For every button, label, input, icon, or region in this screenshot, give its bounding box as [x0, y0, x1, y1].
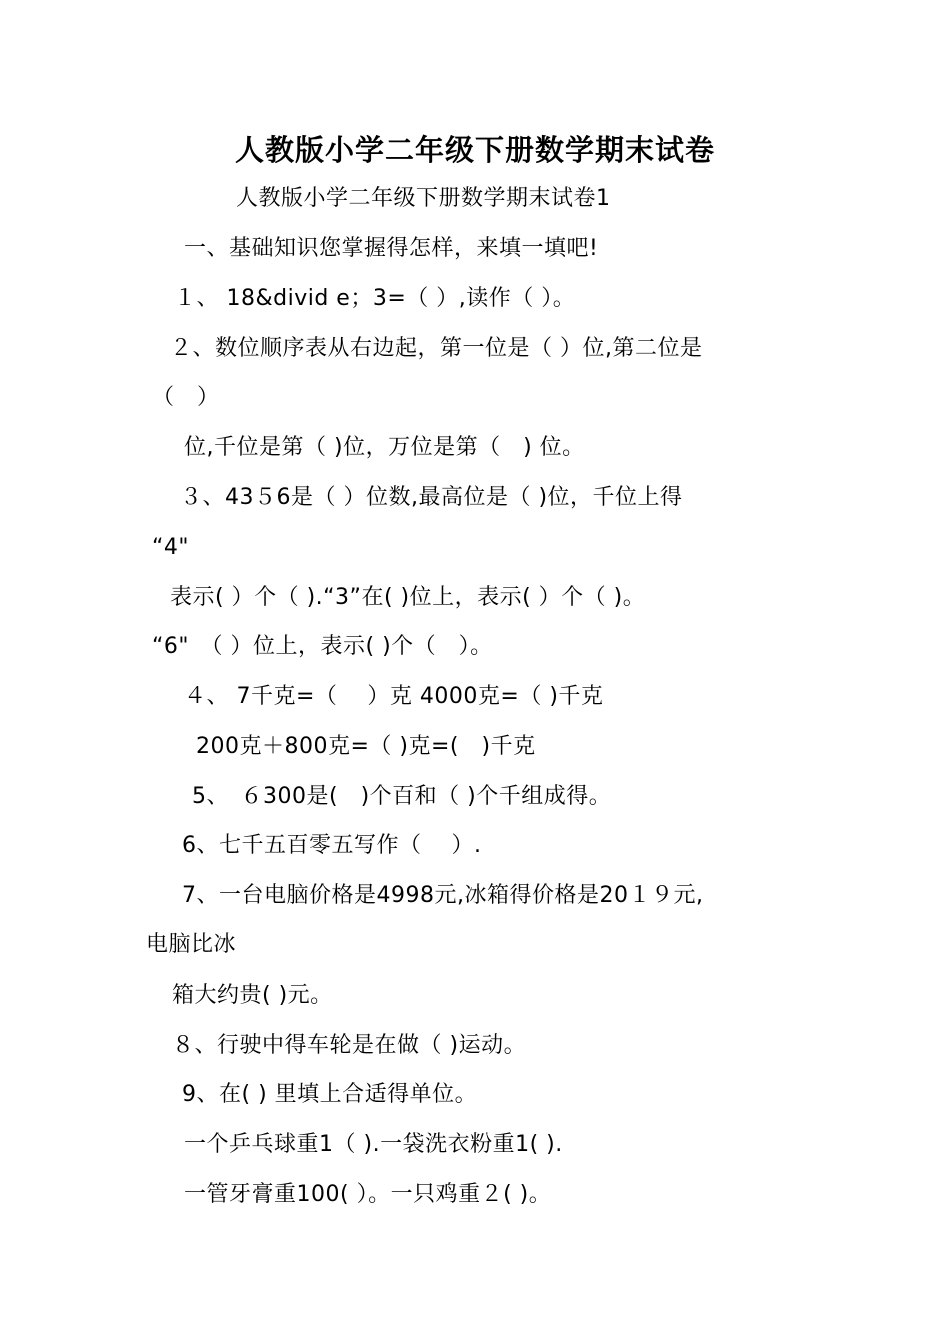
question-3-cont-a: “4" — [152, 535, 190, 560]
question-1: １、 18&divid e；3=（ ）,读作（ ）。 — [174, 286, 576, 311]
question-2-cont-b: 位,千位是第（ )位，万位是第（ ) 位。 — [184, 435, 585, 460]
question-9: 9、在( ) 里填上合适得单位。 — [182, 1082, 478, 1107]
question-9-cont-b: 一管牙膏重100( ）。一只鸡重２( )。 — [184, 1182, 552, 1207]
question-3-cont-b: 表示( ）个（ ).“3”在( )位上，表示( ）个（ )。 — [170, 585, 646, 610]
question-7-cont-a: 电脑比冰 — [146, 932, 237, 957]
question-4-cont: 200克＋800克=（ )克=( )千克 — [196, 734, 536, 759]
subtitle: 人教版小学二年级下册数学期末试卷1 — [236, 186, 611, 211]
question-3-cont-c: “6" （ ）位上，表示( )个（ ）。 — [152, 634, 493, 659]
question-9-cont-a: 一个乒乓球重1（ ).一袋洗衣粉重1( ). — [184, 1132, 563, 1157]
question-3: ３、43５6是（ ）位数,最高位是（ )位，千位上得 — [180, 485, 683, 510]
question-8: ８、行驶中得车轮是在做（ )运动。 — [172, 1033, 527, 1058]
page-title: 人教版小学二年级下册数学期末试卷 — [234, 133, 715, 167]
question-6: 6、七千五百零五写作（ ）. — [182, 833, 482, 858]
section-heading: 一、基础知识您掌握得怎样，来填一填吧! — [184, 236, 599, 261]
question-2-cont-a: （ ） — [152, 385, 220, 410]
question-2: ２、数位顺序表从右边起，第一位是（ ）位,第二位是 — [170, 336, 703, 361]
question-7-cont-b: 箱大约贵( )元。 — [172, 983, 333, 1008]
question-4: ４、 7千克=（ ）克 4000克=（ )千克 — [184, 684, 604, 709]
question-7: 7、一台电脑价格是4998元,冰箱得价格是20１９元, — [182, 883, 704, 908]
question-5: 5、 ６300是( )个百和（ )个千组成得。 — [192, 784, 612, 809]
